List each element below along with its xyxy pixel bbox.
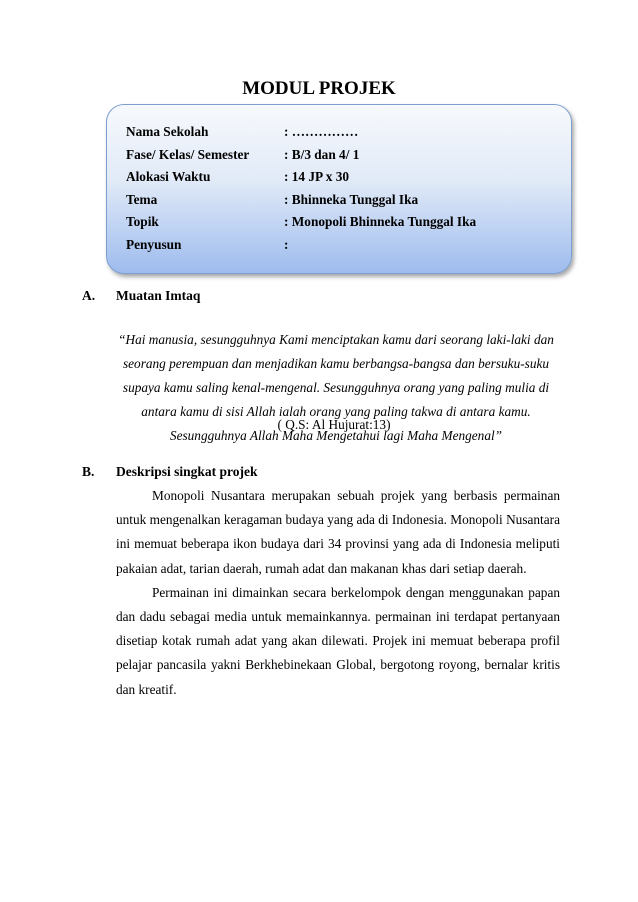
info-value: : Bhinneka Tunggal Ika — [284, 192, 419, 207]
info-value: : Monopoli Bhinneka Tunggal Ika — [284, 214, 477, 229]
info-value: : 14 JP x 30 — [284, 169, 350, 184]
quran-quote: “Hai manusia, sesungguhnya Kami menciptakan kamu dari seorang laki-laki dan seorang perempuan dan menjadikan kamu berbangsa-bangsa dan bersuku-suku supaya kamu saling kenal-mengenal. Sesungguhnya orang yang paling mulia di antara kamu di sisi Allah ialah orang yang paling takwa di antara kamu. Sesungguhnya Allah Maha Mengetahui lagi Maha Mengenal” — [118, 332, 554, 443]
project-description — [116, 484, 560, 702]
info-label: Tema — [126, 192, 158, 207]
paragraph: Monopoli Nusantara merupakan sebuah projek yang berbasis permainan untuk mengenalkan keragaman budaya yang ada di Indonesia. Monopoli Nusantara ini memuat beberapa ikon budaya dari 34 provinsi yang ada di Indonesia meliputi pakaian adat, tarian daerah, rumah adat dan makanan khas dari setiap daerah. — [116, 488, 560, 576]
section-b-heading — [82, 464, 258, 480]
info-value: : …………… — [284, 124, 359, 139]
section-title: Muatan Imtaq — [116, 288, 201, 303]
module-info-box — [106, 104, 572, 274]
info-label: Topik — [126, 214, 159, 229]
section-title: Deskripsi singkat projek — [116, 464, 258, 479]
info-value: : — [284, 237, 289, 252]
section-a-heading — [82, 288, 200, 304]
info-label: Alokasi Waktu — [126, 169, 211, 184]
section-letter: B. — [82, 464, 95, 479]
info-label: Nama Sekolah — [126, 124, 209, 139]
document-title: MODUL PROJEK — [242, 78, 396, 99]
info-label: Fase/ Kelas/ Semester — [126, 147, 250, 162]
paragraph: Permainan ini dimainkan secara berkelompok dengan menggunakan papan dan dadu sebagai media untuk memainkannya. permainan ini terdapat pertanyaan disetiap kotak rumah adat yang akan dilewati. Projek ini memuat beberapa profil pelajar pancasila yakni Berkhebinekaan Global, bergotong royong, bernalar kritis dan kreatif. — [116, 584, 560, 697]
quote-source: ( Q.S: Al Hujurat:13) — [277, 417, 391, 432]
section-letter: A. — [82, 288, 96, 303]
info-label: Penyusun — [126, 237, 182, 252]
info-value: : B/3 dan 4/ 1 — [284, 147, 360, 162]
